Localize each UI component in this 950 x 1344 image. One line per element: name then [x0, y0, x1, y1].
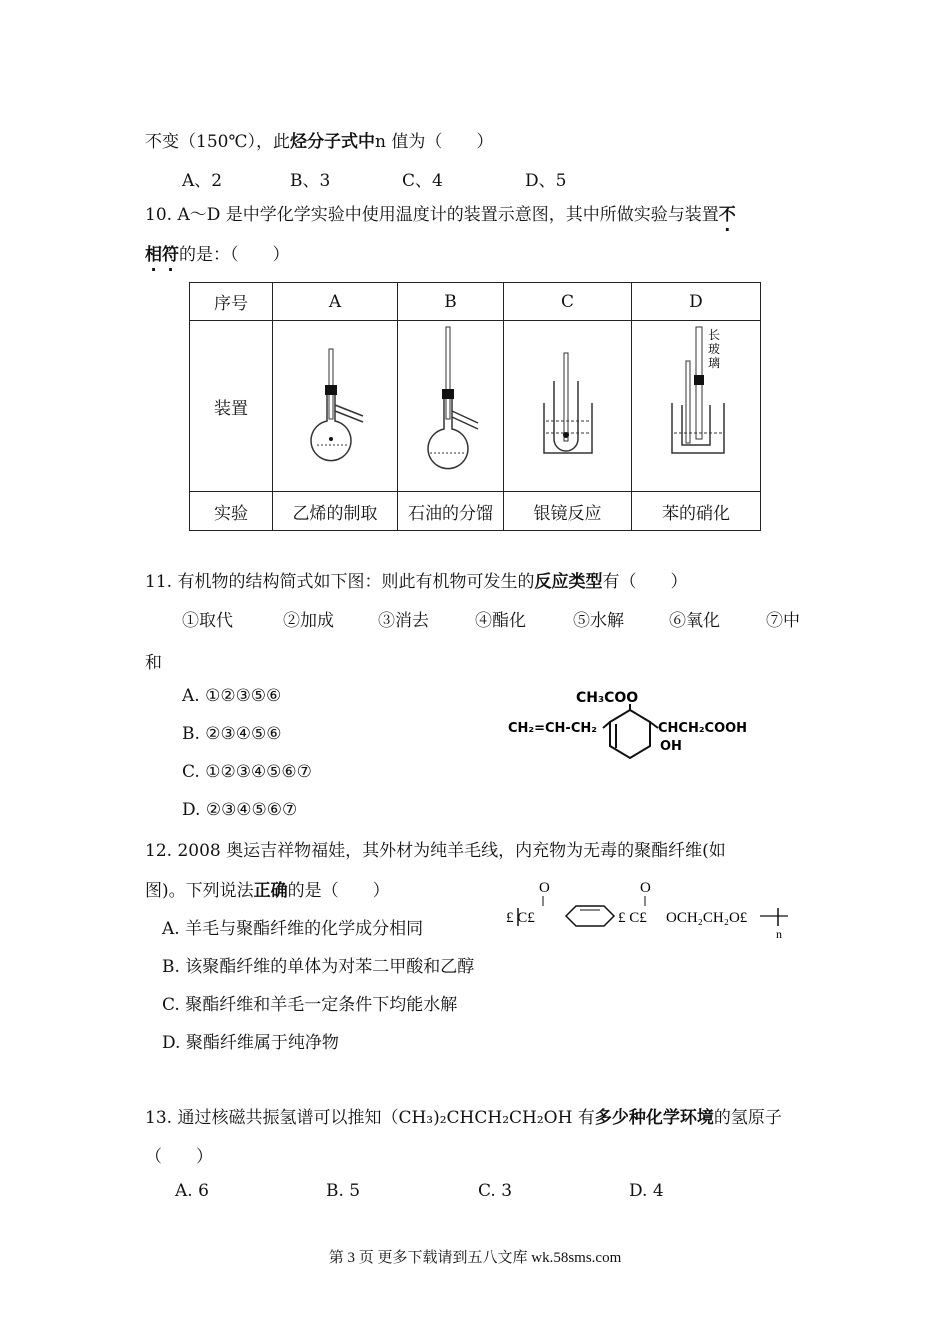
formula-n: n: [776, 927, 782, 941]
q11-option-c: C. ①②③④⑤⑥⑦: [182, 762, 312, 782]
q13-option-c: C. 3: [478, 1181, 513, 1201]
q12-option-c: C. 聚酯纤维和羊毛一定条件下均能水解: [162, 995, 458, 1015]
apparatus-a: [273, 321, 398, 492]
apparatus-b: [398, 321, 504, 492]
q13-option-a: A. 6: [175, 1181, 209, 1201]
struct-bottom: OH: [660, 739, 682, 754]
formula-tail: OCH₂CH₂O£: [666, 910, 748, 926]
struct-right: CHCH₂COOH: [658, 721, 748, 736]
q9-option-d: D、5: [525, 171, 567, 191]
q12-stem-line2: 图)。下列说法正确的是（ ）: [145, 881, 390, 901]
q12-option-d: D. 聚酯纤维属于纯净物: [162, 1033, 339, 1053]
q11-structure: [500, 682, 760, 792]
q11-choice-5: ⑤水解: [573, 611, 624, 631]
table-header-a: A: [273, 283, 398, 321]
d-label-1: 长: [708, 328, 721, 342]
formula-mid: £ C£: [618, 910, 647, 926]
q11-option-b: B. ②③④⑤⑥: [182, 724, 282, 744]
q11-choice-6: ⑥氧化: [669, 611, 720, 631]
d-label-3: 璃: [708, 356, 721, 370]
q11-choice-7: ⑦中: [766, 611, 800, 631]
struct-top: CH₃COO: [576, 690, 639, 706]
row-label-experiment: 实验: [190, 492, 273, 531]
q11-option-d: D. ②③④⑤⑥⑦: [182, 800, 298, 820]
apparatus-c: [504, 321, 632, 492]
q9-option-a: A、2: [182, 171, 223, 191]
q11-choice-1: ①取代: [182, 611, 233, 631]
row-label-device: 装置: [190, 321, 273, 492]
table-header-b: B: [398, 283, 504, 321]
q11-option-a: A. ①②③⑤⑥: [182, 686, 282, 706]
table-header-d: D: [632, 283, 761, 321]
q11-choice-2: ②加成: [283, 611, 334, 631]
benzene-ring-2: [566, 906, 614, 926]
q10-stem-line2: 相符的是：（ ）: [145, 245, 290, 265]
q12-stem-line1: 12. 2008 奥运吉祥物福娃，其外材为纯羊毛线，内充物为无毒的聚酯纤维(如: [145, 841, 726, 861]
q11-wrap: 和: [145, 653, 162, 673]
q13-paren: （ ）: [145, 1147, 213, 1167]
q9-option-b: B、3: [290, 171, 331, 191]
q11-choice-3: ③消去: [378, 611, 429, 631]
q12-option-b: B. 该聚酯纤维的单体为对苯二甲酸和乙醇: [162, 957, 475, 977]
q10-stem-line1: 10. A～D 是中学化学实验中使用温度计的装置示意图，其中所做实验与装置不: [145, 205, 736, 225]
page-footer: 第 3 页 更多下载请到五八文库 wk.58sms.com: [328, 1250, 622, 1266]
q13-option-b: B. 5: [326, 1181, 361, 1201]
q13-option-d: D. 4: [629, 1181, 664, 1201]
d-label-2: 玻: [708, 342, 721, 356]
q9-stem: 不变（150℃），此烃分子式中n 值为（ ）: [145, 132, 494, 152]
struct-left: CH₂=CH-CH₂: [508, 721, 597, 736]
table-header-c: C: [504, 283, 632, 321]
q9-option-c: C、4: [402, 171, 443, 191]
formula-o1: O: [539, 880, 550, 896]
q12-polyester-formula: [500, 874, 830, 946]
q11-stem: 11. 有机物的结构简式如下图：则此有机物可发生的反应类型有（ ）: [145, 572, 688, 592]
formula-o2: O: [640, 880, 651, 896]
q13-stem: 13. 通过核磁共振氢谱可以推知（CH₃)₂CHCH₂CH₂OH 有多少种化学环境的氢原子: [145, 1108, 782, 1128]
q11-choice-4: ④酯化: [475, 611, 526, 631]
experiment-b: 石油的分馏: [398, 492, 504, 531]
table-header-index: 序号: [190, 283, 273, 321]
experiment-table: [189, 282, 761, 531]
experiment-a: 乙烯的制取: [273, 492, 398, 531]
apparatus-d: [632, 321, 761, 492]
q12-option-a: A. 羊毛与聚酯纤维的化学成分相同: [162, 919, 424, 939]
formula-left: £ C£: [506, 910, 535, 926]
experiment-d: 苯的硝化: [632, 492, 761, 531]
experiment-c: 银镜反应: [504, 492, 632, 531]
